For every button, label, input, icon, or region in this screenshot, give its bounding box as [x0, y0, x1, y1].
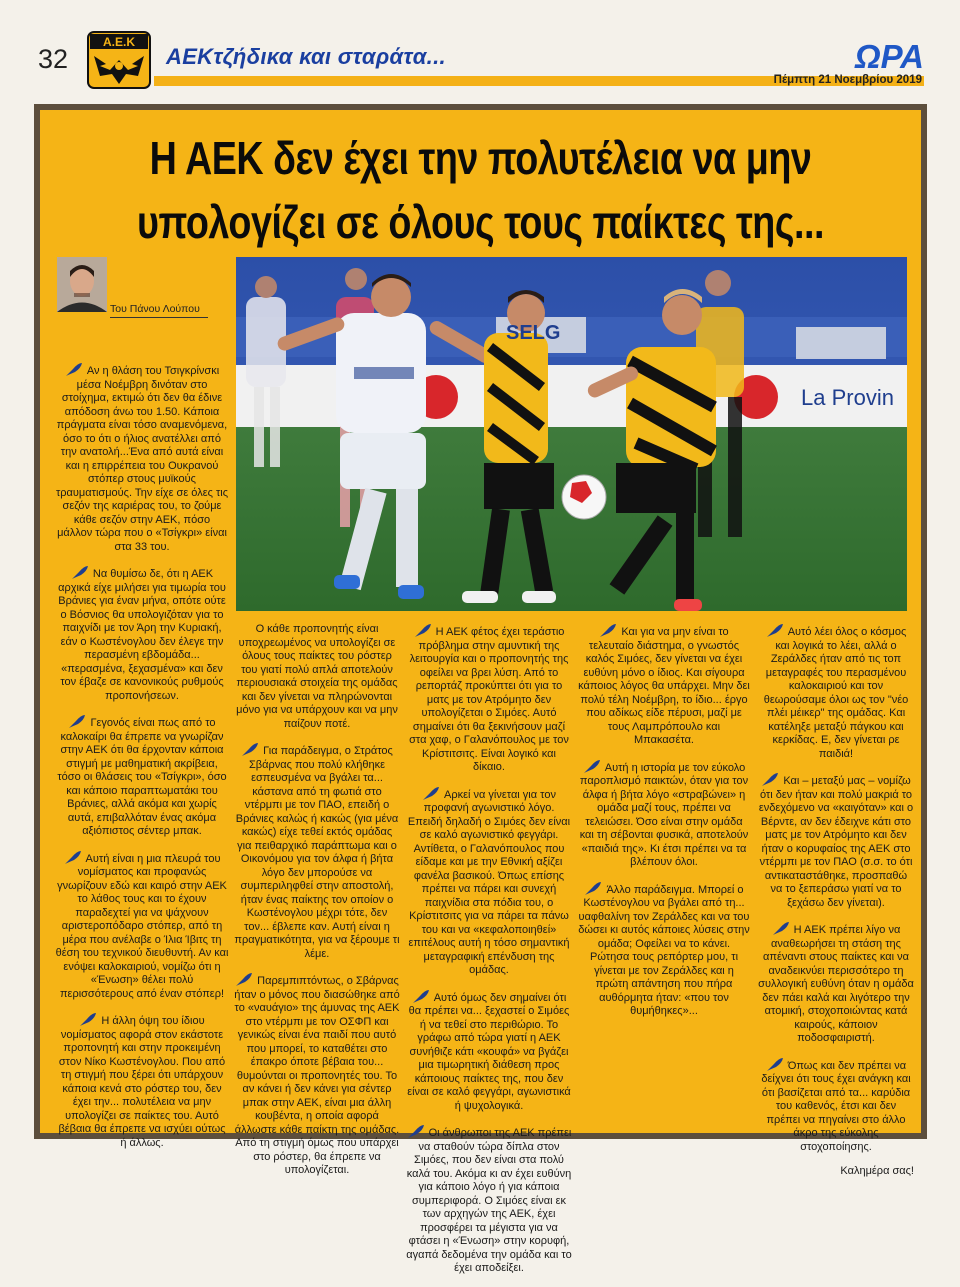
quill-icon — [583, 759, 601, 774]
text-column-1 — [55, 362, 229, 1161]
paragraph: Παρεμπιπτόντως, ο Σβάρνας ήταν ο μόνος που διασώθηκε από το «ναυάγιο» της άμυνας της ΑΕΚ στο ντέρμπι με τον ΟΣΦΠ και γενικώς είναι ένα παιδί που αυτό που μπορεί, το καταθέτει στο έπακρο όποτε βέβαια του... θυμούνται οι προπονητές του. Το αν κάνει ή δεν κάνει για σέντερ μπακ στην ΑΕΚ, είναι μια άλλη κουβέντα, η οποία αφορά άλλωστε κάθε παίκτη της ομάδας. Από τη στιγμή όμως που υπάρχει στο ρόστερ, θα έπρεπε να υπολογίζεται. — [234, 972, 400, 1178]
paragraph: Αρκεί να γίνεται για τον προφανή αγωνιστικό λόγο. Επειδή δηλαδή ο Σιμόες δεν είναι σε καλό αγωνιστικό φεγγάρι. Αντίθετα, ο Γαλανόπουλος που είδαμε και με την Εθνική αξίζει φανέλα βασικού. Όπως επίσης πρέπει να πάρει και συνεχή παιχνίδια στα πόδια του, ο Κρίστιτσιτς για να πάρει τα πάνω του και να «κεφαλοποιηθεί» επιτέλους αυτή η τόσο σημαντική μεταγραφική επένδυση της ομάδας. — [405, 786, 573, 978]
paragraph: Άλλο παράδειγμα. Μπορεί ο Κωστένογλου να βγάλει από τη... υαφθαλίνη τον Ζεράλδες και να του δώσει κι αυτός κάποιες λύσεις στην ομάδα; Οφείλει να το κάνει. Ρώτησα τους ρεπόρτερ μου, τι γίνεται με τον Ζεράλδες και η πρώτη απάντηση που πήρα αυθόρμητα ήταν: «που τον θυμήθηκες»... — [578, 881, 750, 1019]
aek-logo-icon — [86, 30, 152, 90]
quill-icon — [64, 850, 82, 865]
brand-logo: ΩΡΑ — [854, 38, 924, 75]
quill-icon — [407, 1124, 425, 1139]
text-column-4 — [578, 623, 750, 1030]
page-number: 32 — [38, 44, 69, 74]
paragraph: Η άλλη όψη του ίδιου νομίσματος αφορά στον εκάστοτε προπονητή και στην προκειμένη στον Νίκο Κωστένογλου. Που από τη στιγμή που ξέρει ότι υπάρχουν κάποια κενά στο ρόστερ του, δεν έχει την... πολυτέλεια να μην υπολογίζει σε παίκτες του. Αυτό βέβαια θα έπρεπε να ισχύει ούτως ή άλλως. — [55, 1012, 229, 1150]
text-column-5 — [758, 623, 914, 1179]
quill-icon — [422, 786, 440, 801]
paragraph: Ο κάθε προπονητής είναι υποχρεωμένος να υπολογίζει σε όλους τους παίκτες του ρόστερ του γιατί πολύ απλά αποτελούν περιουσιακά στοιχεία της ομάδας και δεν γίνεται να πληρώνονται μόνο για να υπάρχουν και να μην παίζουν ποτέ. — [236, 623, 398, 730]
paragraph: Η ΑΕΚ πρέπει λίγο να αναθεωρήσει τη στάση της απέναντι στους παίκτες και να αναδεικνύει περισσότερο τη συλλογική ευθύνη όταν η ομάδα δεν πάει καλά και λιγότερο την ατομική, στοχοποιώντας κατά καιρούς, κάποιον ποδοσφαιριστή. — [758, 921, 914, 1046]
paragraph: Αυτό όμως δεν σημαίνει ότι θα πρέπει να... ξεχαστεί ο Σιμόες ή να τεθεί στο περιθώριο. Το γράφω από τώρα γιατί η ΑΕΚ συνήθιζε κάτι «κουφά» να βγάζει μια τιμωρητική διάθεση προς κάποιους παίκτες της, που δεν είναι σε καλό φεγγάρι, αγωνιστικά ή ψυχολογικά. — [405, 989, 573, 1114]
quill-icon — [761, 772, 779, 787]
article-frame — [34, 104, 927, 1274]
section-title: ΑΕΚτζήδικα και σταράτα... — [166, 44, 446, 69]
paragraph: Αυτή η ιστορία με τον εύκολο παροπλισμό παικτών, όταν για τον άλφα ή βήτα λόγο «στραβώνει» η ομάδα μαζί τους, πρέπει να τελειώσει. Όσο είναι στην ομάδα και τη σέβονται φυσικά, αποτελούν «παιδιά της». Κι έτσι πρέπει να τα βλέπουν όλοι. — [578, 759, 750, 870]
quill-icon — [766, 623, 784, 638]
football-match-photo — [236, 257, 907, 611]
logo-text: Α.Ε.Κ — [102, 35, 136, 49]
quill-icon — [412, 989, 430, 1004]
quill-icon — [235, 972, 253, 987]
byline: Του Πάνου Λούπου — [110, 303, 208, 318]
quill-icon — [241, 742, 259, 757]
text-column-3 — [405, 623, 573, 1287]
signoff: Καλημέρα σας! — [840, 1165, 914, 1177]
paragraph: Να θυμίσω δε, ότι η ΑΕΚ αρχικά είχε μιλήσει για τιμωρία του Βράνιες για έναν μήνα, οπότε ούτε ο Βόσνιος θα υπολογιζόταν για το παιχνίδι με τον Άρη την Κυριακή, εάν ο Κωστένογλου δεν έλεγε την περασμένη εβδομάδα... «περασμένα, ξεχασμένα» και δεν τον έβαζε σε κανονικούς ρυθμούς προπονήσεων. — [55, 565, 229, 703]
paragraph: Η ΑΕΚ φέτος έχει τεράστιο πρόβλημα στην αμυντική της λειτουργία και ο προπονητής της οφείλει να βρει λύση. Από το ρεπορτάζ προκύπτει ότι για το ματς με τον Ατρόμητο δεν υπολογίζεται ο Σιμόες. Αυτό σημαίνει ότι θα ξεκινήσουν μαζί στα χαφ, ο Γαλανόπουλος με τον Κρίστιτσιτς. Είναι λογικό και δίκαιο. — [405, 623, 573, 775]
svg-text:La Provin: La Provin — [801, 385, 894, 410]
quill-icon — [71, 565, 89, 580]
paragraph: Οι άνθρωποι της ΑΕΚ πρέπει να σταθούν τώρα δίπλα στον Σιμόες, που δεν είναι στα πολύ καλά του. Ακόμα κι αν έχει ευθύνη για κάποιο λόγο ή για κάποια συμπεριφορά. Ο Σιμόες είναι εκ των αρχηγών της ΑΕΚ, έχει προσφέρει τα μέγιστα για να φτάσει η «Ένωση» στην κορυφή, αγαπά δεδομένα την ομάδα και το έχει αποδείξει. — [405, 1124, 573, 1276]
paragraph: Και για να μην είναι το τελευταίο διάστημα, ο γνωστός καλός Σιμόες, δεν γίνεται να έχει ευθύνη μόνο ο ίδιος. Και σίγουρα κάποιος λόγος θα υπάρχει. Μην δει πολύ τέλη Νοέμβρη, το ίδιο... έργο που αδίκως είδε πέρυσι, μαζί με τους Λαμπρόπουλο και Μπακασέτα. — [578, 623, 750, 748]
quill-icon — [68, 714, 86, 729]
publication-date: Πέμπτη 21 Νοεμβρίου 2019 — [773, 74, 922, 86]
text-column-2 — [234, 623, 400, 1189]
headline-line-1: Η ΑΕΚ δεν έχει την πολυτέλεια να μην — [149, 132, 812, 184]
quill-icon — [772, 921, 790, 936]
quill-icon — [584, 881, 602, 896]
author-portrait-icon — [57, 257, 107, 312]
quill-icon — [766, 1057, 784, 1072]
paragraph: Αυτή είναι η μια πλευρά του νομίσματος και προφανώς γνωρίζουν εδώ και καιρό στην ΑΕΚ το λάθος τους και το έχουν παραδεχτεί για να ψάχνουν αριστεροπόδαρο στόπερ, από τη μέρα που ανέλαβε ο Ίλια Ίβιτς τη θέση του τεχνικού διευθυντή. Αν και ενόψει καλοκαιριού, νομίζω ότι η «Ένωση» θέλει πολύ περισσότερους από έναν στόπερ! — [55, 850, 229, 1002]
paragraph: Και – μεταξύ μας – νομίζω ότι δεν ήταν και πολύ μακριά το ενδεχόμενο να «καιγόταν» και ο Βέρντε, αν δεν έδειχνε κάτι στο ματς με τον Ατρόμητο και δεν ήταν ο κορυφαίος της ΑΕΚ στο ντέρμπι με τον ΠΑΟ (σ.σ. το ότι αντικαταστάθηκε, προσπαθώ να το ξεπεράσω γιατί να το ξεχάσω δεν γίνεται). — [758, 772, 914, 910]
paragraph: Γεγονός είναι πως από το καλοκαίρι θα έπρεπε να γνωρίζαν στην ΑΕΚ ότι θα έρχονταν κάποια στιγμή με μαθηματική ακρίβεια, τόσο οι θλάσεις του «Τσίγκρι», όσο και κάποιο παραπτωματάκι του Βράνιες, αλλά ακόμα και χωρίς αυτά, επιβαλλόταν ένας ακόμα αξιόπιστος σέντερ μπακ. — [55, 714, 229, 839]
headline — [119, 126, 841, 254]
paragraph: Όπως και δεν πρέπει να δείχνει ότι τους έχει ανάγκη και ότι βασίζεται από τα... καρύδια του καθενός, έτσι και δεν πρέπει να πηγαίνει στο άλλο άκρο της εύκολης στοχοποίησης. — [758, 1057, 914, 1155]
headline-line-2: υπολογίζει σε όλους τους παίκτες της... — [137, 196, 824, 248]
paragraph: Για παράδειγμα, ο Στράτος Σβάρνας που πολύ κλήθηκε εσπευσμένα να βγάλει τα... κάστανα από τη φωτιά στο ντέρμπι με τον ΠΑΟ, επειδή ο Βράνιες καλώς ή κακώς (για μένα κακώς) είχε τεθεί εκτός ομάδας για πειθαρχικό παράπτωμα και ο Οικονόμου για τον άλφα ή βήτα λόγο δεν μπορούσε να συμπεριληφθεί στην αποστολή, ήταν ένας παίκτης τον οποίον ο Κωστένογλου μέχρι τότε, δεν τον... έβλεπε καν. Αυτή είναι η πραγματικότητα, για να ξέρουμε τι λέμε. — [234, 742, 400, 961]
quill-icon — [599, 623, 617, 638]
svg-text:SELG: SELG — [506, 322, 561, 344]
paragraph: Αυτό λέει όλος ο κόσμος και λογικά το λέει, αλλά ο Ζεράλδες ήταν από τις τοπ μεταγραφές του περασμένου καλοκαιριού και τον θεωρούσαμε όλοι ως τον "νέο πλέι μέικερ" της ομάδας. Και κατέληξε μεταξύ πάγκου και κερκίδας. Ε, δεν γίνεται ρε παιδιά! — [758, 623, 914, 761]
quill-icon — [65, 362, 83, 377]
quill-icon — [414, 623, 432, 638]
quill-icon — [79, 1012, 97, 1027]
paragraph: Αν η θλάση του Τσιγκρίνσκι μέσα Νοέμβρη δινόταν στο στοίχημα, εκτιμώ ότι δεν θα έδινε απόδοση άνω του 1.50. Κάποια πράγματα είναι τόσο αναμενόμενα, όσο το ότι ο ήλιος ανατέλλει από την ανατολή...Ένα από αυτά είναι και η επιρρέπεια του Ουκρανού στόπερ στους μυϊκούς τραυματισμούς. Την είχε σε όλες τις σεζόν της καριέρας του, το ζούμε κάθε σεζόν στην ΑΕΚ, πόσο μάλλον τώρα που ο «Τσίγκρι» είναι στα 33 του. — [55, 362, 229, 554]
